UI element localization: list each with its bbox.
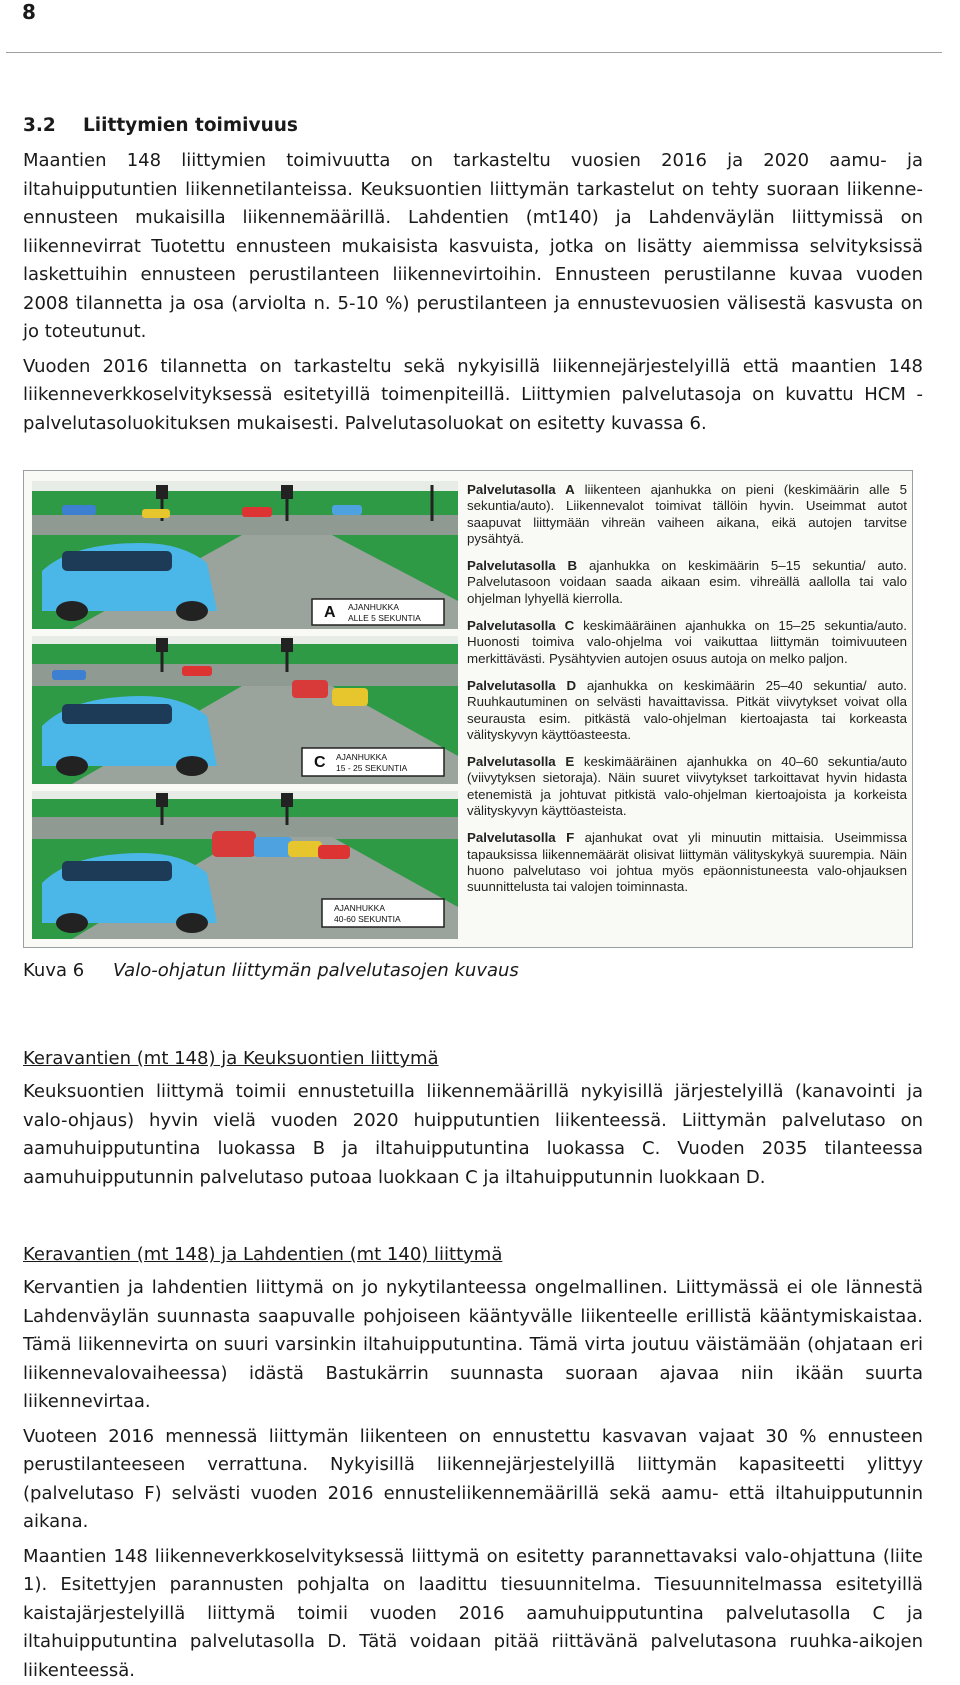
level-e-description: Palvelutasolla E keskimääräinen ajanhukka on 40–60 sekuntia/auto (viivytyksen sietoraja). Näin suuret viivytykset tarkoittavat hyvin hidasta etenemistä ja johtuvat pitkistä valo-ohjelman kiertoajoista ja korkeista välityskyvyn käyttöasteista. bbox=[467, 754, 907, 819]
level-c-description: Palvelutasolla C keskimääräinen ajanhukka on 15–25 sekuntia/auto. Huonosti toimiva valo-ohjelma voi vaikuttaa liittymän toimivuuteen merkittävästi. Pysähtyvien autojen osuus autoja on melko paljon. bbox=[467, 618, 907, 667]
intro-paragraph-2: Vuoden 2016 tilannetta on tarkasteltu sekä nykyisillä liikennejärjestelyillä että maantien 148 liikenneverkkoselvityksessä esitetyillä toimenpiteillä. Liittymien palvelutasoja on kuvattu HCM -palvelutasoluokituksen mukaisesti. Palvelutasoluokat on esitetty kuvassa 6. bbox=[23, 353, 923, 439]
panel-c-illustration bbox=[32, 636, 458, 784]
lahdentie-paragraph-3: Maantien 148 liikenneverkkoselvityksessä liittymä on esitetty parannettavaksi valo-ohjattuna (liite 1). Esitettyjen parannusten pohjalta on laadittu tiesuunnitelma. Tiesuunnitelmassa esitetyillä kaistajärjestelyillä liittymä toimii vuoden 2016 aamuhuipputuntina palvelutasolla C ja iltahuipputuntina palvelutasolla D. Tätä voidaan pitää riittävänä palvelutasona ruuhka-aikojen liikenteessä. bbox=[23, 1543, 923, 1685]
level-a-description: Palvelutasolla A liikenteen ajanhukka on pieni (keskimäärin alle 5 sekuntia/auto). Liikennevalot toimivat tällöin hyvin. Useimmat autot saapuvat liittymään vihreän vaiheen aikana, eikä autojen tarvitse pysähtyä. bbox=[467, 482, 907, 547]
section-title: Liittymien toimivuus bbox=[83, 115, 298, 136]
panel-c-sign-line1: AJANHUKKA bbox=[336, 752, 387, 762]
panel-e-sign-line2: 40-60 SEKUNTIA bbox=[334, 914, 401, 924]
level-f-description: Palvelutasolla F ajanhukat ovat yli minuutin mittaisia. Useimmissa tapauksissa liikennemäärät olisivat liittymän välityskykyä suurempia. Näin huono palvelutaso voi johtua myös epäonnistuneesta valo-ohjauksen suunnittelusta tai valojen toiminnasta. bbox=[467, 830, 907, 895]
level-b-description: Palvelutasolla B ajanhukka on keskimäärin 5–15 sekuntia/ auto. Palvelutasoon voidaan saada aikaan esim. vihreällä aallolla tai valo ohjelman lyhyellä kierrolla. bbox=[467, 558, 907, 607]
section-heading bbox=[23, 112, 923, 140]
page-number: 8 bbox=[22, 0, 36, 24]
panel-e-illustration bbox=[32, 791, 458, 939]
panel-c-letter: C bbox=[314, 754, 326, 771]
figure-level-of-service bbox=[23, 470, 913, 948]
traffic-illustration bbox=[32, 481, 458, 939]
panel-a-letter: A bbox=[324, 604, 336, 621]
keuksuontie-paragraph-1: Keuksuontien liittymä toimii ennustetuilla liikennemäärillä nykyisillä järjestelyillä (kanavointi ja valo-ohjaus) hyvin vielä vuoden 2020 huipputuntien liikenteessä. Liittymän palvelutaso on aamuhuipputuntina luokassa B ja iltahuipputuntina luokassa C. Vuoden 2035 tilanteessa aamuhuipputunnin palvelutaso putoaa luokkaan C ja iltahuipputunnin luokkaan D. bbox=[23, 1078, 923, 1192]
level-descriptions bbox=[467, 482, 907, 907]
panel-c-sign-line2: 15 - 25 SEKUNTIA bbox=[336, 763, 408, 773]
header-divider bbox=[6, 52, 942, 53]
figure-caption bbox=[23, 956, 923, 986]
caption-label: Kuva 6 bbox=[23, 956, 113, 986]
lahdentie-paragraph-1: Kervantien ja lahdentien liittymä on jo nykytilanteessa ongelmallinen. Liittymässä ei ole lännestä Lahdenväylän suunnasta saapuvalle pohjoiseen kääntyvälle liikenteelle erillistä kääntymiskaistaa. Tämä liikennevirta on suuri varsinkin iltahuipputuntina. Tämä virta joutuu väistämään (ohjataan eri liikennevalovaiheessa) idästä Bastukärrin suunnasta suoraan ajavaa niin ikään suurta liikennevirtaa. bbox=[23, 1274, 923, 1417]
page-content bbox=[23, 112, 923, 1685]
subheading-lahdentie: Keravantien (mt 148) ja Lahdentien (mt 140) liittymä bbox=[23, 1240, 923, 1270]
level-d-description: Palvelutasolla D ajanhukka on keskimäärin 25–40 sekuntia/ auto. Ruuhkautuminen on selvästi havaittavissa. Pitkät viivytykset voivat olla seurausta esim. pitkästä valo-ohjelman kiertoajasta tai korkeasta välityskyvyn käyttöasteesta. bbox=[467, 678, 907, 743]
subheading-keuksuontie: Keravantien (mt 148) ja Keuksuontien liittymä bbox=[23, 1044, 923, 1074]
intro-paragraph-1: Maantien 148 liittymien toimivuutta on tarkasteltu vuosien 2016 ja 2020 aamu- ja iltahuipputuntien liikennetilanteissa. Keuksuontien liittymän tarkastelut on tehty suoraan liikenne-ennusteen mukaisilla liikennemäärillä. Lahdentien (mt140) ja Lahdenväylän liittymissä on liikennevirrat Tuotettu ennusteen mukaisista kasvuista, jotka on lisätty aiemmissa selvityksissä laskettuihin ennusteen perustilanteen liikennevirtoihin. Ennusteen perustilanne kuvaa vuoden 2008 tilannetta ja osa (arviolta n. 5-10 %) perustilanteen ja ennustevuosien välisestä kasvusta on jo toteutunut. bbox=[23, 147, 923, 347]
caption-text: Valo-ohjatun liittymän palvelutasojen kuvaus bbox=[113, 960, 519, 981]
lahdentie-paragraph-2: Vuoteen 2016 mennessä liittymän liikenteen on ennustettu kasvavan vajaat 30 % ennusteen perustilanteeseen verrattuna. Nykyisillä liikennejärjestelyillä liittymän kapasiteetti ylittyy (palvelutaso F) selvästi vuoden 2016 ennusteliikennemäärillä sekä aamu- että iltahuipputunnin aikana. bbox=[23, 1423, 923, 1537]
panel-e-sign-line1: AJANHUKKA bbox=[334, 903, 385, 913]
panel-a-sign-line2: ALLE 5 SEKUNTIA bbox=[348, 613, 421, 623]
panel-a-illustration bbox=[32, 481, 458, 629]
panel-a-sign-line1: AJANHUKKA bbox=[348, 602, 399, 612]
section-number: 3.2 bbox=[23, 112, 83, 140]
